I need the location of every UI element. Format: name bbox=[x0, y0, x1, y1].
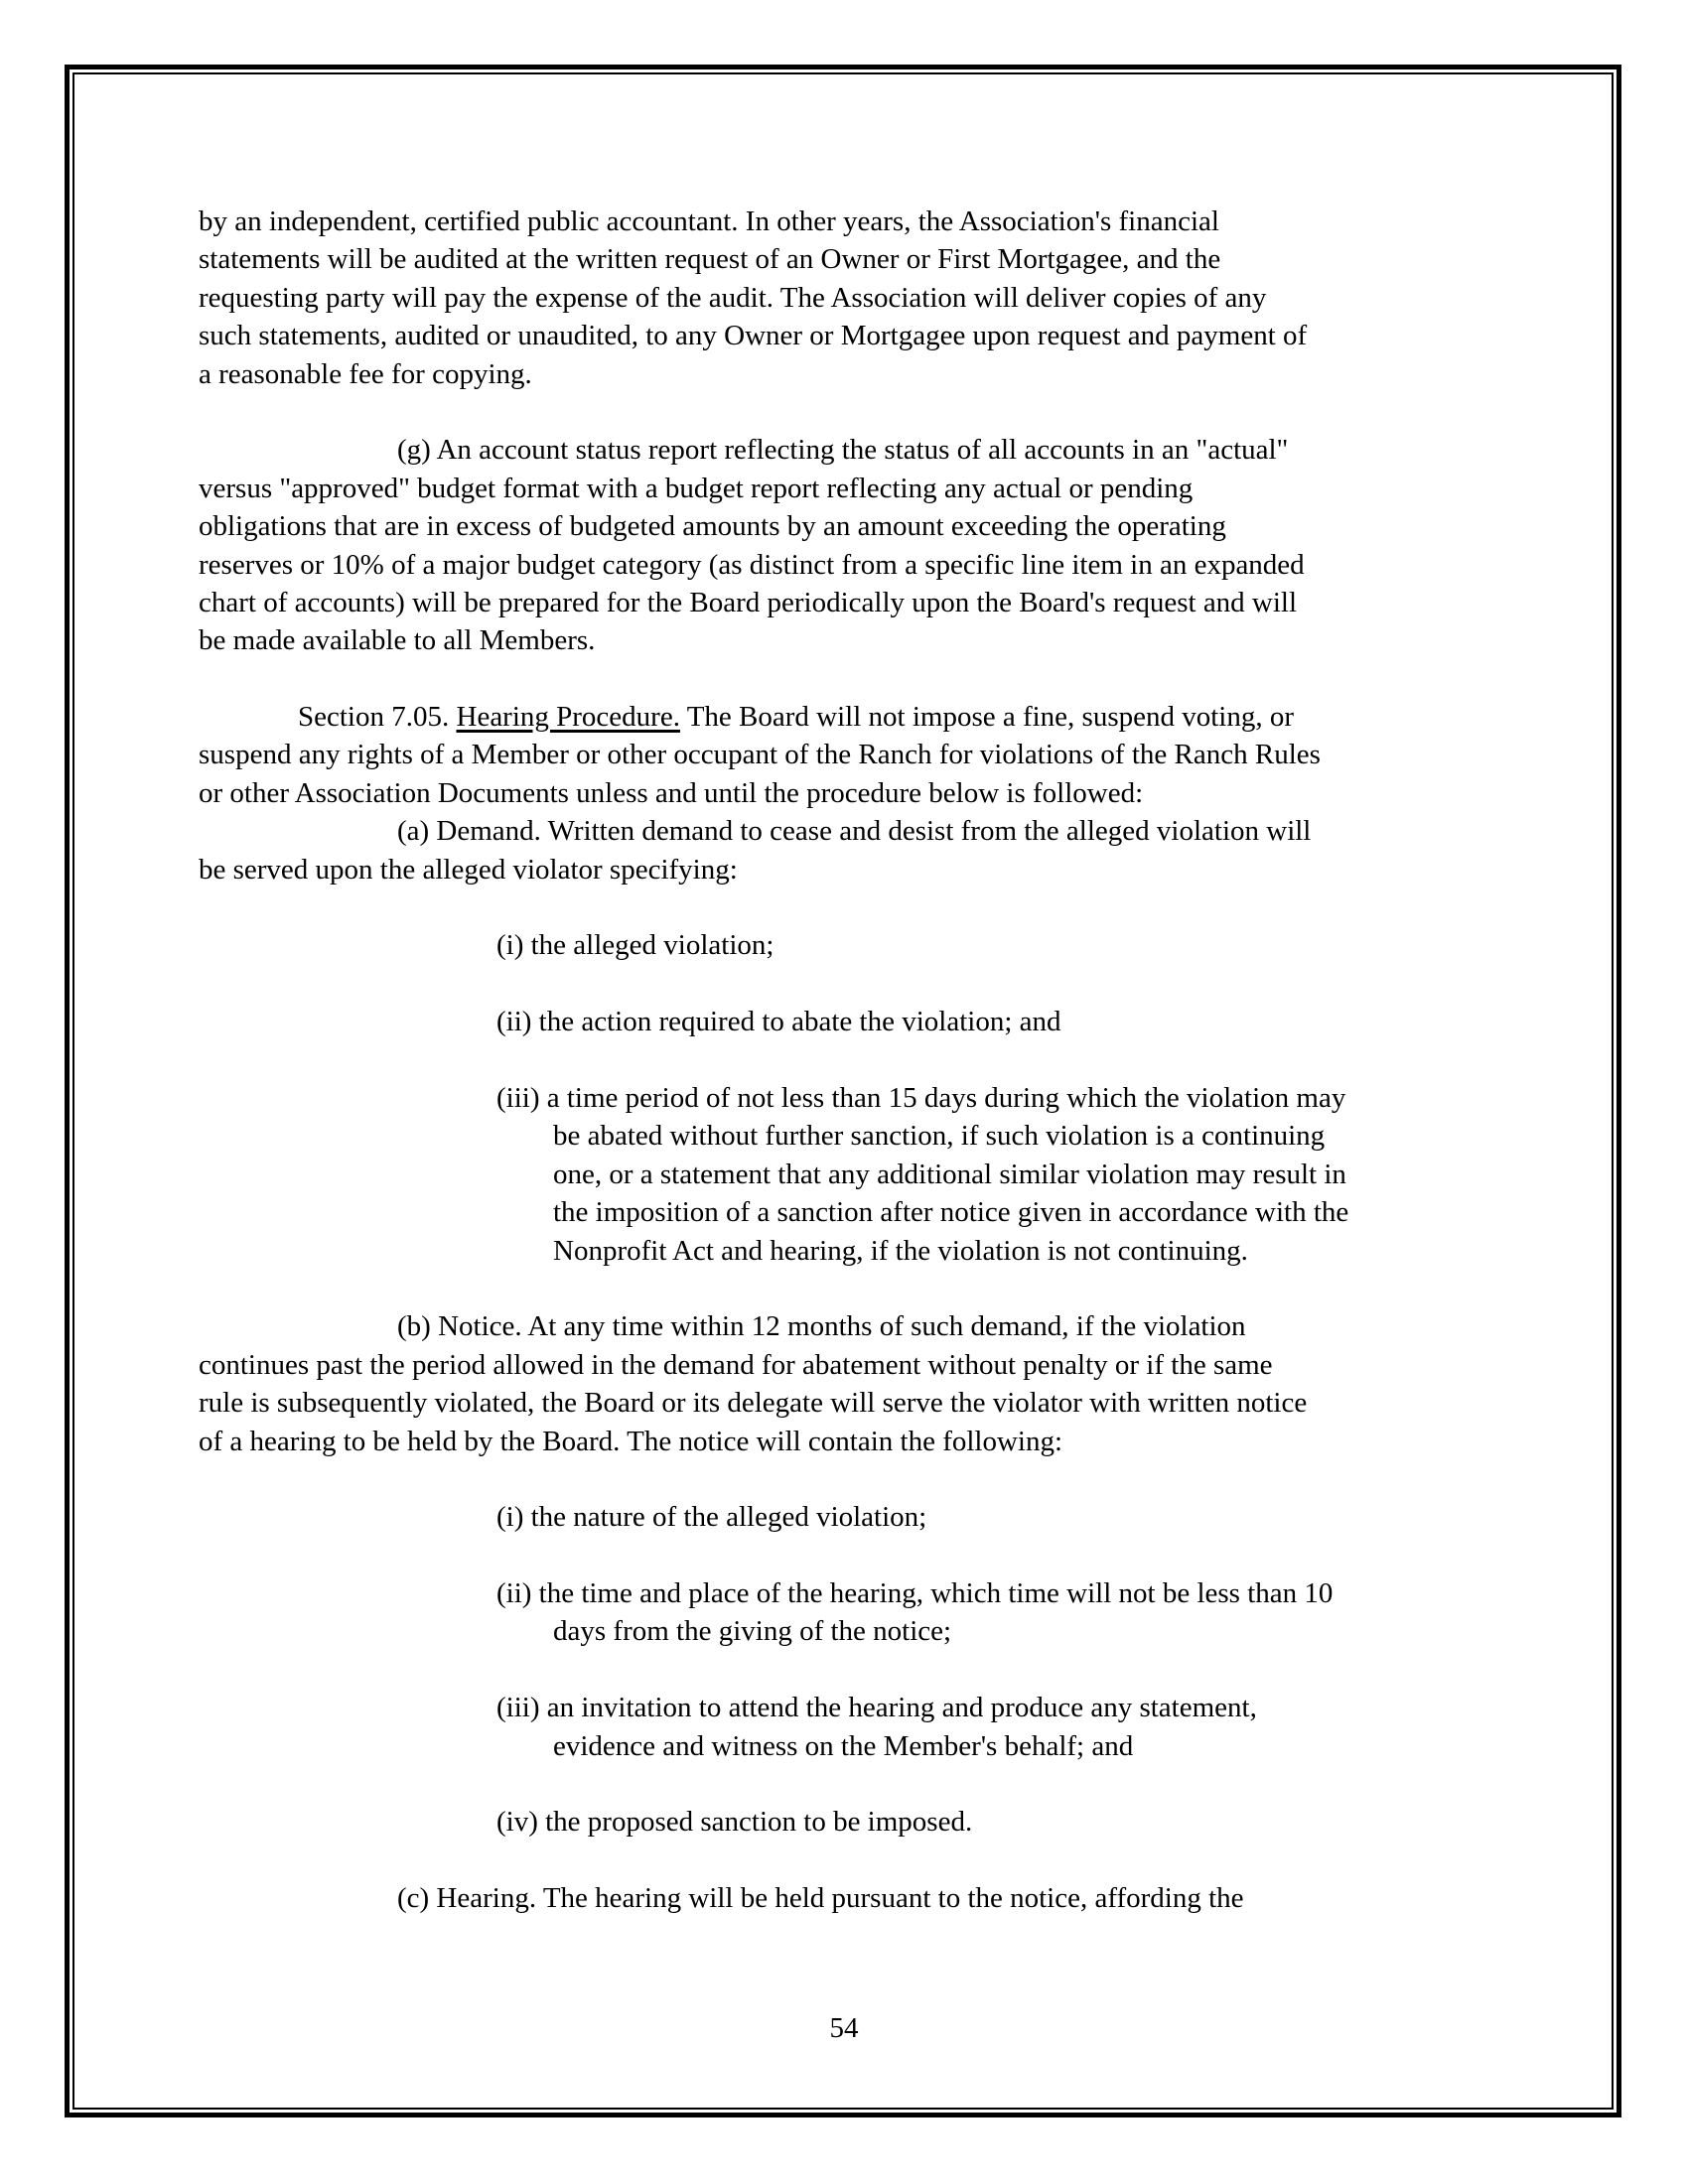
text-line: a reasonable fee for copying. bbox=[199, 357, 532, 390]
list1-item-iii bbox=[199, 1079, 1348, 1270]
document-content bbox=[199, 203, 1348, 1918]
text-line: continues past the period allowed in the demand for abatement without penalty or if the same bbox=[199, 1348, 1273, 1381]
text-line: (g) An account status report reflecting the status of all accounts in an "actual" bbox=[397, 434, 1289, 467]
list1-item-i bbox=[199, 926, 1348, 964]
paragraph-c-hearing bbox=[199, 1879, 1348, 1917]
text-line: one, or a statement that any additional similar violation may result in bbox=[553, 1158, 1346, 1190]
text-line: evidence and witness on the Member's behalf; and bbox=[553, 1729, 1134, 1762]
text-line: versus "approved" budget format with a budget report reflecting any actual or pending bbox=[199, 472, 1194, 504]
text-line: be abated without further sanction, if such violation is a continuing bbox=[553, 1120, 1326, 1153]
text-line: (i) the nature of the alleged violation; bbox=[496, 1501, 927, 1534]
text-line bbox=[298, 698, 1348, 736]
text-line: (iii) an invitation to attend the hearing and produce any statement, bbox=[496, 1692, 1257, 1724]
section-number: Section 7.05. bbox=[298, 701, 457, 734]
text-line: (c) Hearing. The hearing will be held pursuant to the notice, affording the bbox=[397, 1882, 1244, 1915]
list1-item-ii bbox=[199, 1003, 1348, 1040]
text-line: or other Association Documents unless and until the procedure below is followed: bbox=[199, 776, 1144, 809]
text-line: rule is subsequently violated, the Board or its delegate will serve the violator with written notice bbox=[199, 1387, 1308, 1420]
list2-item-iv bbox=[199, 1803, 1348, 1841]
text-line: statements will be audited at the written request of an Owner or First Mortgagee, and the bbox=[199, 243, 1221, 276]
text-line: obligations that are in excess of budgeted amounts by an amount exceeding the operating bbox=[199, 510, 1226, 543]
paragraph-g-account-status-report bbox=[199, 431, 1348, 659]
text-line: the imposition of a sanction after notice given in accordance with the bbox=[553, 1196, 1349, 1229]
paragraph-section-7-05 bbox=[199, 698, 1348, 812]
list2-item-i bbox=[199, 1498, 1348, 1536]
paragraph-a-demand bbox=[199, 812, 1348, 888]
text-line: reserves or 10% of a major budget category (as distinct from a specific line item in an expanded bbox=[199, 548, 1305, 581]
text-line: be served upon the alleged violator specifying: bbox=[199, 853, 738, 886]
text-line: (iv) the proposed sanction to be imposed. bbox=[496, 1806, 973, 1839]
text-line: (i) the alleged violation; bbox=[496, 929, 774, 962]
section-title: Hearing Procedure. bbox=[456, 701, 680, 734]
list2-item-ii bbox=[199, 1574, 1348, 1651]
text-line: (ii) the time and place of the hearing, which time will not be less than 10 bbox=[496, 1577, 1334, 1610]
text-line: of a hearing to be held by the Board. The notice will contain the following: bbox=[199, 1425, 1063, 1457]
text-line: be made available to all Members. bbox=[199, 624, 596, 657]
text-line: Nonprofit Act and hearing, if the violation is not continuing. bbox=[553, 1234, 1248, 1267]
text-line: days from the giving of the notice; bbox=[553, 1615, 952, 1648]
text-line: (iii) a time period of not less than 15 days during which the violation may bbox=[496, 1081, 1346, 1114]
text-line: requesting party will pay the expense of the audit. The Association will deliver copies of any bbox=[199, 281, 1267, 314]
paragraph-intro bbox=[199, 203, 1348, 393]
text-line: (a) Demand. Written demand to cease and desist from the alleged violation will bbox=[397, 815, 1312, 848]
text-line: (ii) the action required to abate the violation; and bbox=[496, 1006, 1061, 1038]
text-line: (b) Notice. At any time within 12 months of such demand, if the violation bbox=[397, 1310, 1246, 1343]
text-line: suspend any rights of a Member or other occupant of the Ranch for violations of the Ranch Rules bbox=[199, 739, 1321, 771]
text-line: chart of accounts) will be prepared for the Board periodically upon the Board's request and will bbox=[199, 586, 1298, 618]
text-line: such statements, audited or unaudited, to any Owner or Mortgagee upon request and payment of bbox=[199, 320, 1308, 352]
page-number: 54 bbox=[829, 2012, 859, 2044]
paragraph-b-notice bbox=[199, 1307, 1348, 1460]
text-line: by an independent, certified public accountant. In other years, the Association's financial bbox=[199, 205, 1219, 237]
list2-item-iii bbox=[199, 1689, 1348, 1765]
section-line-rest: The Board will not impose a fine, suspend voting, or bbox=[679, 701, 1295, 734]
